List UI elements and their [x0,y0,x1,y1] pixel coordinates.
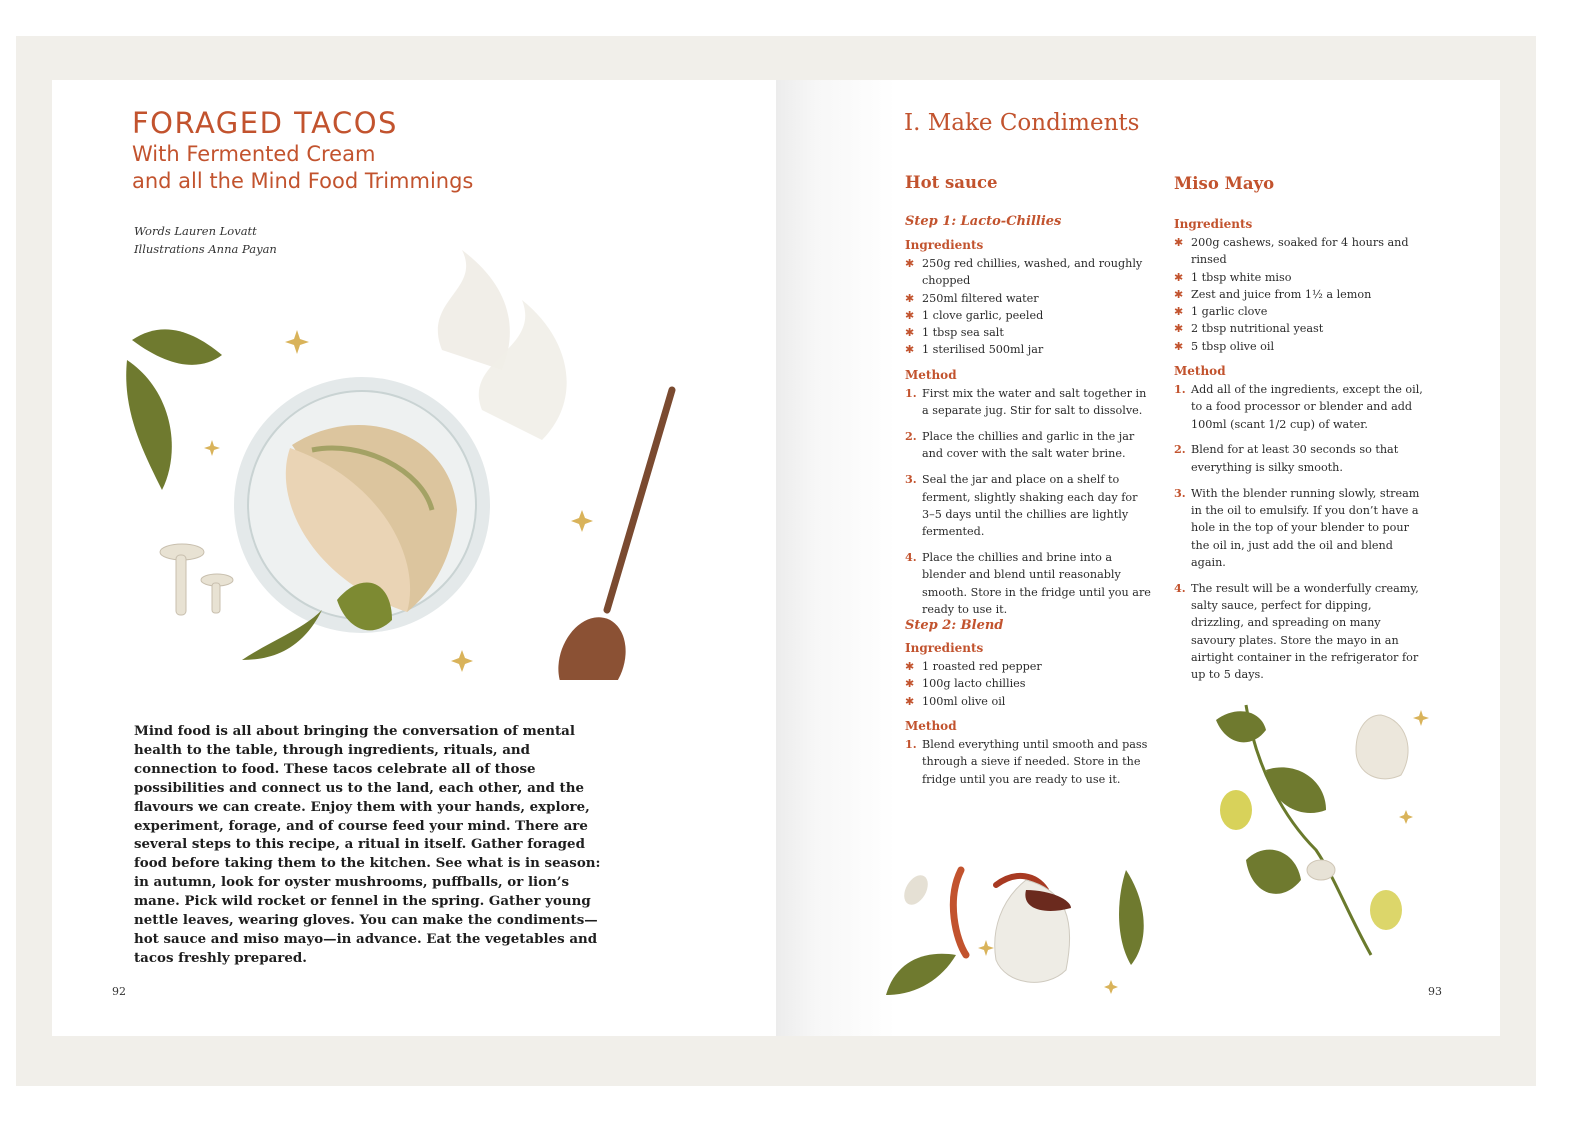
credit-words: Words Lauren Lovatt [134,224,257,238]
list-item: 1. First mix the water and salt together in a separate jug. Stir for salt to dissolve. [905,386,1147,418]
list-item: ✱ 1 roasted red pepper [905,658,1145,675]
miso-ingredients-heading: Ingredients [1174,217,1253,231]
list-item: 2. Blend for at least 30 seconds so that everything is silky smooth. [1174,442,1399,474]
miso-ingredients-list [1174,234,1419,355]
sauce-bowl-illustration [876,860,1166,1000]
step1-method-list [905,385,1151,627]
list-item: ✱ 250g red chillies, washed, and roughly chopped [905,257,1143,288]
list-item: 3. With the blender running slowly, stream in the oil to emulsify. If you don’t have a hole in the top of your blender to pour the oil in, just add the oil and blend again. [1174,485,1420,569]
list-item: ✱ 100ml olive oil [905,693,1145,710]
hot-sauce-title: Hot sauce [905,173,998,192]
list-item: ✱ 2 tbsp nutritional yeast [1174,320,1419,337]
asterisk-icon: ✱ [1174,322,1184,336]
asterisk-icon: ✱ [1174,339,1184,353]
taco-plate-illustration [122,240,682,680]
recipe-subtitle-line2: and all the Mind Food Trimmings [132,169,474,193]
asterisk-icon: ✱ [905,677,915,691]
step2-ingredients-list [905,658,1145,710]
asterisk-icon: ✱ [905,308,915,322]
list-item: 1. Blend everything until smooth and pass through a sieve if needed. Store in the fridge until you are ready to use it. [905,737,1148,786]
list-item: ✱ 1 tbsp sea salt [905,324,1145,341]
asterisk-icon: ✱ [905,694,915,708]
list-item: ✱ 200g cashews, soaked for 4 hours and rinsed [1174,236,1409,267]
list-item: ✱ 1 clove garlic, peeled [905,307,1145,324]
step1-ingredients-list [905,255,1145,359]
asterisk-icon: ✱ [1174,270,1184,284]
list-item: ✱ 250ml filtered water [905,290,1145,307]
list-item: 4. The result will be a wonderfully creamy, salty sauce, perfect for dipping, drizzling, and spreading on many savoury plates. Store the mayo in an airtight container in the refrigerator for up to 5 days. [1174,580,1419,682]
left-page [52,80,776,1036]
oak-leaf-top-left [126,329,222,490]
list-item: ✱ 1 tbsp white miso [1174,269,1419,286]
asterisk-icon: ✱ [905,291,915,305]
step2-ingredients-heading: Ingredients [905,641,984,655]
miso-method-heading: Method [1174,364,1226,378]
step2-title: Step 2: Blend [905,618,1004,633]
garlic-lemon-illustration [1206,700,1436,960]
step2-method-list [905,736,1151,796]
intro-paragraph: Mind food is all about bringing the conversation of mental health to the table, through ingredients, rituals, and connection to food. These tacos celebrate all of those possibilities and connect us to the land, each other, and the flavours we can create. Enjoy them with your hands, explore, experiment, forage, and of course feed your mind. There are several steps to this recipe, a ritual in itself. Gather foraged food before taking them to the kitchen. See what is in season: in autumn, look for oyster mushrooms, puffballs, or lion’s mane. Pick wild rocket or fennel in the spring. Gather young nettle leaves, wearing gloves. You can make the condiments—hot sauce and miso mayo—in advance. Eat the vegetables and tacos freshly prepared. [134,723,601,966]
recipe-subtitle-line1: With Fermented Cream [132,142,376,166]
asterisk-icon: ✱ [905,257,915,270]
list-item: 3. Seal the jar and place on a shelf to ferment, slightly shaking each day for 3–5 days until the chillies are lightly fermented. [905,472,1138,539]
step1-title: Step 1: Lacto-Chillies [905,214,1062,229]
page-number-left: 92 [112,985,126,998]
section-title: I. Make Condiments [904,110,1140,136]
list-item: ✱ 1 garlic clove [1174,303,1419,320]
list-item: ✱ Zest and juice from 1½ a lemon [1174,286,1419,303]
list-item: ✱ 1 sterilised 500ml jar [905,341,1145,358]
list-item: 1. Add all of the ingredients, except the oil, to a food processor or blender and add 100ml (scant 1/2 cup) of water. [1174,382,1423,431]
asterisk-icon: ✱ [1174,305,1184,319]
mushroom-illustration [160,544,233,615]
asterisk-icon: ✱ [905,660,915,673]
recipe-title: FORAGED TACOS [132,106,398,140]
asterisk-icon: ✱ [905,326,915,340]
credit-illustrations: Illustrations Anna Payan [134,242,277,256]
miso-method-list [1174,381,1424,692]
page-number-right: 93 [1428,985,1442,998]
asterisk-icon: ✱ [1174,236,1184,249]
step2-method-heading: Method [905,719,957,733]
list-item: ✱ 5 tbsp olive oil [1174,338,1419,355]
list-item: 4. Place the chillies and brine into a blender and blend until reasonably smooth. Store in the fridge until you are ready to use it. [905,550,1151,617]
step1-method-heading: Method [905,368,957,382]
asterisk-icon: ✱ [1174,287,1184,301]
asterisk-icon: ✱ [905,343,915,357]
list-item: 2. Place the chillies and garlic in the jar and cover with the salt water brine. [905,429,1135,461]
step1-ingredients-heading: Ingredients [905,238,984,252]
miso-mayo-title: Miso Mayo [1174,174,1275,193]
right-page [776,80,1500,1036]
list-item: ✱ 100g lacto chillies [905,675,1145,692]
